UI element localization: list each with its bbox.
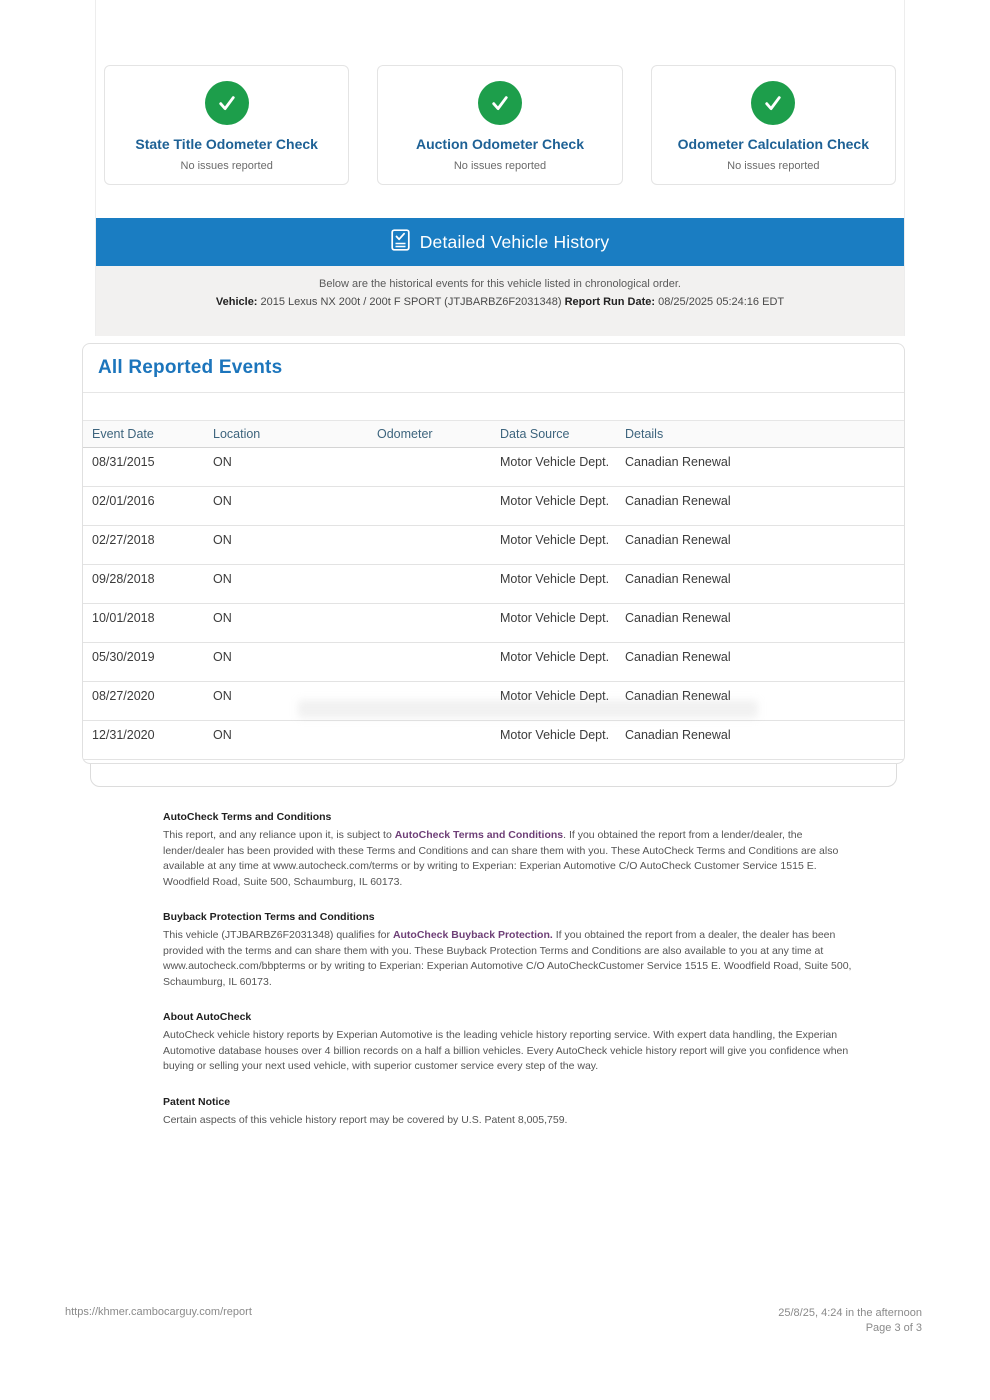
green-check-icon — [205, 81, 249, 125]
legal-heading: AutoCheck Terms and Conditions — [163, 811, 332, 823]
event-data-source: Motor Vehicle Dept. — [500, 572, 610, 586]
table-row — [83, 604, 904, 643]
legal-heading: About AutoCheck — [163, 1011, 252, 1023]
legal-paragraph — [163, 1028, 853, 1075]
detailed-vehicle-history-banner — [96, 218, 904, 266]
check-card-title: Odometer Calculation Check — [677, 136, 870, 152]
legal-text-pre: This report, and any reliance upon it, is subject to — [163, 829, 395, 841]
event-location: ON — [213, 455, 232, 469]
event-details: Canadian Renewal — [625, 650, 731, 664]
legal-paragraph — [163, 928, 853, 990]
event-data-source: Motor Vehicle Dept. — [500, 611, 610, 625]
event-details: Canadian Renewal — [625, 728, 731, 742]
event-location: ON — [213, 611, 232, 625]
event-details: Canadian Renewal — [625, 455, 731, 469]
footer-report-url: https://khmer.cambocarguy.com/report — [65, 1306, 252, 1318]
event-date: 10/01/2018 — [92, 611, 155, 625]
legal-heading: Buyback Protection Terms and Conditions — [163, 911, 375, 923]
check-card-calculation — [651, 65, 896, 185]
legal-text-post: If you obtained the report from a dealer, the dealer has been provided with the terms and can share them with you. These Buyback Protection Terms and Conditions are also available to you at any time at www.autocheck.com/bbpterms or by writing to Experian: Experian Automotive C/O AutoCheckCustomer Service 1515 E. Woodfield Road, Suite 500, Schaumburg, IL 60173. — [163, 929, 852, 988]
buyback-link[interactable]: AutoCheck Buyback Protection. — [392, 929, 553, 941]
legal-paragraph — [163, 1113, 853, 1129]
event-date: 05/30/2019 — [92, 650, 155, 664]
event-date: 02/27/2018 — [92, 533, 155, 547]
legal-text-pre: Certain aspects of this vehicle history report may be covered by U.S. Patent 8,005,759. — [163, 1113, 568, 1126]
run-date-value: 08/25/2025 05:24:16 EDT — [655, 296, 785, 308]
event-data-source: Motor Vehicle Dept. — [500, 728, 610, 742]
legal-text — [163, 811, 853, 1149]
event-details: Canadian Renewal — [625, 572, 731, 586]
event-data-source: Motor Vehicle Dept. — [500, 533, 610, 547]
terms-section — [163, 811, 853, 890]
check-card-status: No issues reported — [727, 160, 820, 172]
column-header-data-source: Data Source — [500, 427, 570, 441]
event-location: ON — [213, 494, 232, 508]
event-location: ON — [213, 689, 232, 703]
event-date: 02/01/2016 — [92, 494, 155, 508]
column-header-details: Details — [625, 427, 664, 441]
events-spacer-band — [83, 393, 904, 421]
report-intro — [96, 266, 904, 336]
odometer-check-cards — [104, 65, 896, 185]
event-details: Canadian Renewal — [625, 611, 731, 625]
event-location: ON — [213, 572, 232, 586]
events-section-title: All Reported Events — [98, 357, 283, 378]
events-table-header — [83, 421, 904, 448]
check-card-title: State Title Odometer Check — [135, 136, 318, 152]
event-date: 09/28/2018 — [92, 572, 155, 586]
event-details: Canadian Renewal — [625, 533, 731, 547]
footer-datetime: 25/8/25, 4:24 in the afternoon — [778, 1307, 922, 1319]
vehicle-summary — [96, 296, 904, 308]
table-row — [83, 526, 904, 565]
check-card-state-title — [104, 65, 349, 185]
green-check-icon — [478, 81, 522, 125]
table-row — [83, 643, 904, 682]
event-data-source: Motor Vehicle Dept. — [500, 455, 610, 469]
event-date: 12/31/2020 — [92, 728, 155, 742]
run-date-label: Report Run Date: — [564, 296, 656, 308]
legal-text-pre: AutoCheck vehicle history reports by Experian Automotive is the leading vehicle history reporting service. With expert data handling, the Experian Automotive database houses over 4 billion records on a half a billion vehicles. Every AutoCheck vehicle history report will give you confidence when buying or selling your next used vehicle, with superior customer service every step of the way. — [163, 1029, 849, 1072]
about-section — [163, 1011, 853, 1075]
legal-text-post: . If you obtained the report from a lender/dealer, the lender/dealer has been provided with these Terms and Conditions and can share them with you. These AutoCheck Terms and Conditions are also available at any time at www.autocheck.com/terms or by writing to Experian: Experian Automotive C/O AutoCheck Customer Service 1515 E. Woodfield Road, Suite 500, Schaumburg, IL 60173. — [163, 829, 839, 888]
event-date: 08/31/2015 — [92, 455, 155, 469]
event-location: ON — [213, 650, 232, 664]
vehicle-value: 2015 Lexus NX 200t / 200t F SPORT (JTJBARBZ6F2031348) — [257, 296, 565, 308]
event-date: 08/27/2020 — [92, 689, 155, 703]
patent-section — [163, 1096, 853, 1129]
check-card-auction — [377, 65, 622, 185]
event-data-source: Motor Vehicle Dept. — [500, 650, 610, 664]
event-details: Canadian Renewal — [625, 494, 731, 508]
footer-meta — [778, 1306, 922, 1336]
vehicle-label: Vehicle: — [215, 296, 258, 308]
event-location: ON — [213, 728, 232, 742]
event-data-source: Motor Vehicle Dept. — [500, 494, 610, 508]
check-card-status: No issues reported — [180, 160, 273, 172]
check-card-title: Auction Odometer Check — [415, 136, 584, 152]
check-card-status: No issues reported — [453, 160, 547, 172]
legal-heading: Patent Notice — [163, 1095, 231, 1108]
table-row — [83, 565, 904, 604]
event-location: ON — [213, 533, 232, 547]
column-header-location: Location — [213, 427, 261, 441]
legal-text-pre: This vehicle (JTJBARBZ6F2031348) qualifies for — [163, 929, 393, 941]
table-row — [83, 487, 904, 526]
banner-title: Detailed Vehicle History — [419, 231, 610, 252]
intro-text: Below are the historical events for this vehicle listed in chronological order. — [319, 278, 681, 290]
events-title-block — [83, 344, 904, 393]
report-top-section — [95, 0, 905, 336]
buyback-section — [163, 911, 853, 990]
green-check-icon — [751, 81, 795, 125]
column-header-odometer: Odometer — [377, 427, 433, 441]
document-check-icon — [391, 229, 410, 256]
event-data-source: Motor Vehicle Dept. — [500, 689, 610, 703]
event-details: Canadian Renewal — [625, 689, 731, 703]
table-row — [83, 448, 904, 487]
faint-watermark — [298, 700, 758, 718]
table-row — [83, 721, 904, 760]
column-header-event-date: Event Date — [92, 427, 154, 441]
legal-paragraph — [163, 828, 853, 890]
terms-link[interactable]: AutoCheck Terms and Conditions — [394, 829, 564, 841]
all-reported-events-panel — [82, 343, 905, 764]
footer-page-number: Page 3 of 3 — [865, 1322, 922, 1334]
